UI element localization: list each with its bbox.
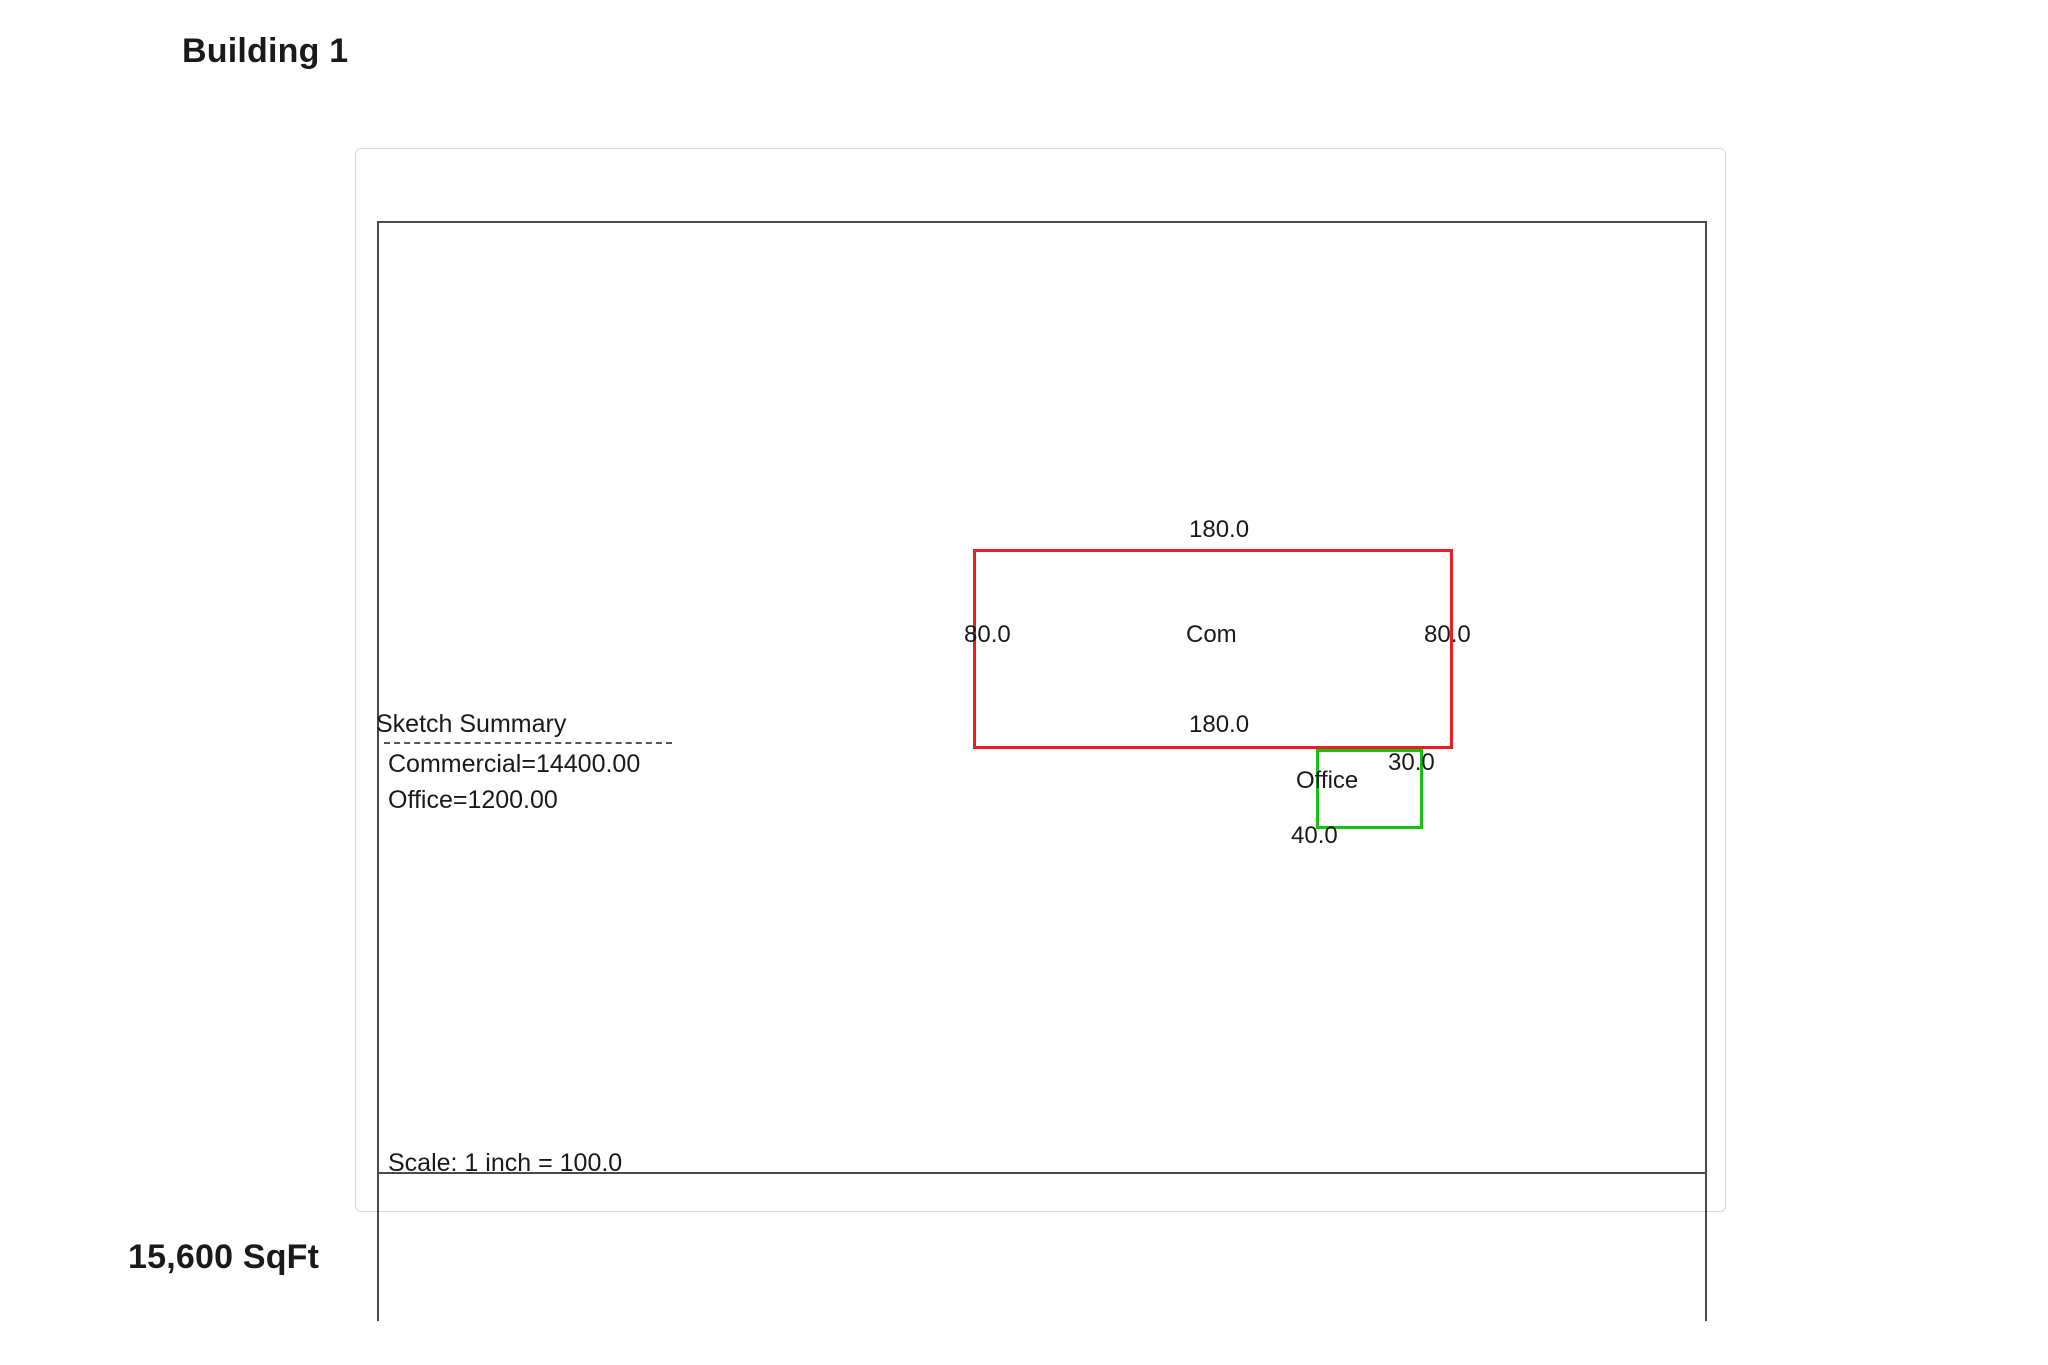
commercial-top-dimension: 180.0 xyxy=(1189,516,1250,543)
sketch-frame-right-tail xyxy=(1705,1172,1707,1315)
commercial-bottom-dimension: 180.0 xyxy=(1189,711,1250,738)
sketch-card xyxy=(355,148,1726,1212)
sketch-summary xyxy=(376,711,796,815)
scale-note: Scale: 1 inch = 100.0 xyxy=(388,1149,623,1177)
office-right-dimension: 30.0 xyxy=(1388,749,1435,776)
sketch-summary-divider xyxy=(384,742,672,744)
commercial-right-dimension: 80.0 xyxy=(1424,621,1471,648)
page-title: Building 1 xyxy=(182,32,349,70)
sketch-frame-left-tail xyxy=(377,1172,379,1315)
total-sqft-label: 15,600 SqFt xyxy=(128,1238,320,1276)
office-bottom-dimension: 40.0 xyxy=(1291,822,1338,849)
summary-line-commercial: Commercial=14400.00 xyxy=(388,750,641,779)
sketch-summary-title: Sketch Summary xyxy=(376,710,567,738)
commercial-left-dimension: 80.0 xyxy=(964,621,1011,648)
commercial-area-label: Com xyxy=(1186,621,1237,648)
summary-line-office: Office=1200.00 xyxy=(388,785,558,814)
office-area-label: Office xyxy=(1296,767,1359,794)
